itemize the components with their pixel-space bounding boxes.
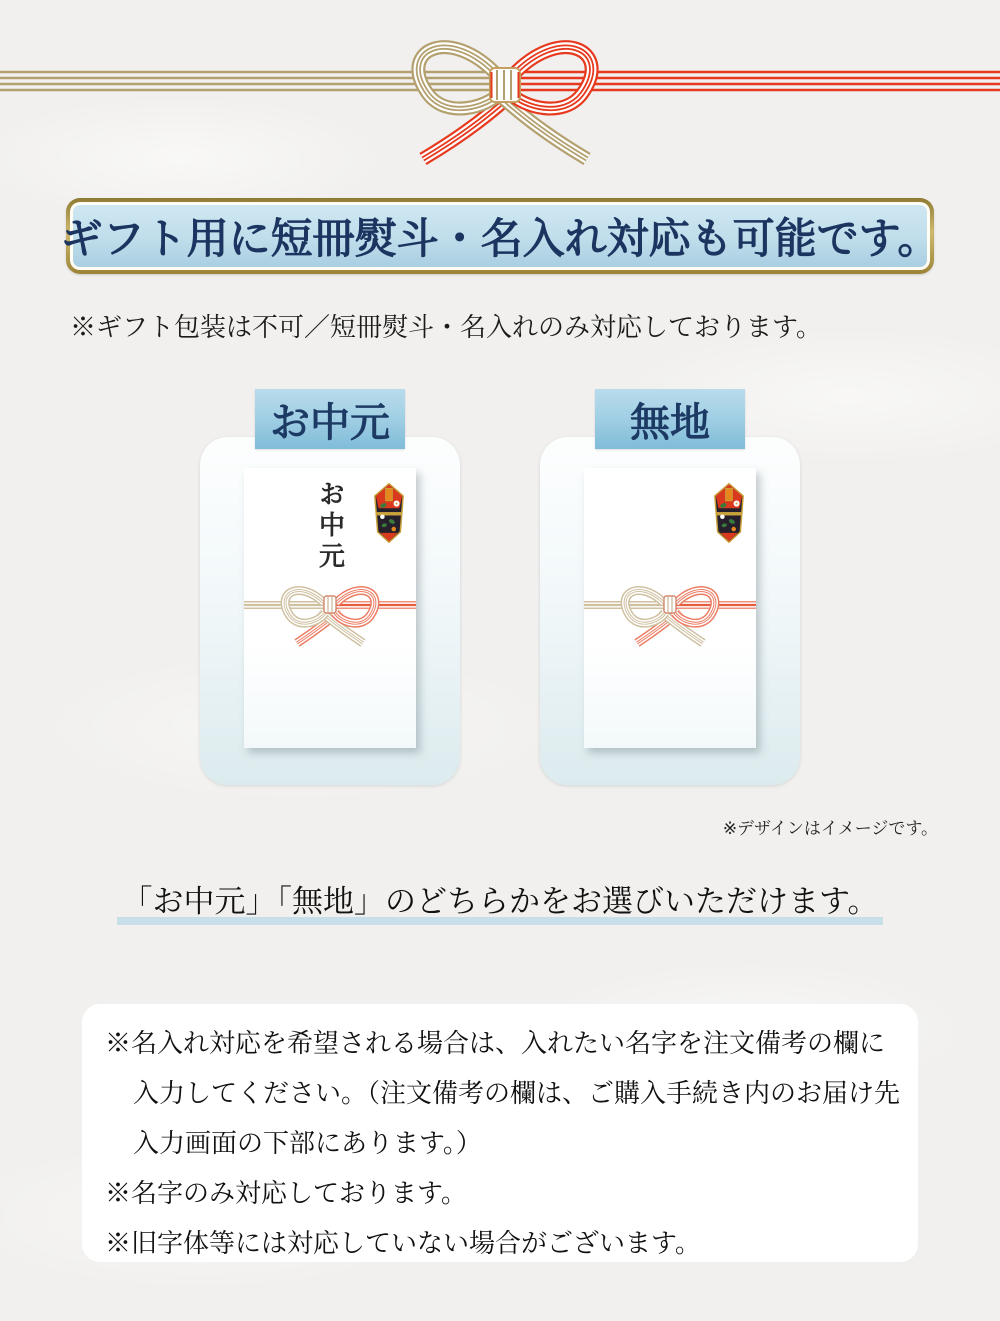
noshi-sample-panel <box>200 437 460 785</box>
gift-wrap-restriction-note: ※ギフト包装は不可／短冊熨斗・名入れのみ対応しております。 <box>70 313 822 342</box>
page-title: ギフト用に短冊熨斗・名入れ対応も可能です。 <box>60 217 940 263</box>
mini-mizuhiki-bow <box>584 585 756 649</box>
mizuhiki-bow-decoration <box>0 0 1000 180</box>
title-banner <box>60 198 940 274</box>
selection-instruction <box>0 876 1000 921</box>
bow-knot <box>490 68 520 102</box>
option-label-muji: 無地 <box>595 389 745 449</box>
noshi-paper-title: お中元 <box>315 480 345 573</box>
noshi-paper-ochugen <box>244 468 416 748</box>
note-line: 入力画面の下部にあります。） <box>133 1129 482 1158</box>
note-line: ※名字のみ対応しております。 <box>105 1179 467 1208</box>
note-line: ※名入れ対応を希望される場合は、入れたい名字を注文備考の欄に <box>105 1029 886 1058</box>
mini-mizuhiki-bow <box>244 585 416 649</box>
design-disclaimer: ※デザインはイメージです。 <box>722 819 938 838</box>
note-line: ※旧字体等には対応していない場合がございます。 <box>105 1229 701 1258</box>
noshi-ornament-icon <box>372 482 406 544</box>
noshi-ornament-icon <box>712 482 746 544</box>
title-banner-inner-frame <box>60 202 940 270</box>
name-entry-notes-box <box>82 1004 918 1262</box>
note-line: 入力してください。（注文備考の欄は、ご購入手続き内のお届け先 <box>133 1079 901 1108</box>
option-label-ochugen: お中元 <box>255 389 405 449</box>
gift-option-card-ochugen <box>200 389 460 785</box>
gift-option-card-muji <box>540 389 800 785</box>
noshi-sample-panel <box>540 437 800 785</box>
noshi-paper-muji <box>584 468 756 748</box>
selection-instruction-text: 「お中元」「無地」のどちらかをお選びいただけます。 <box>117 884 882 925</box>
